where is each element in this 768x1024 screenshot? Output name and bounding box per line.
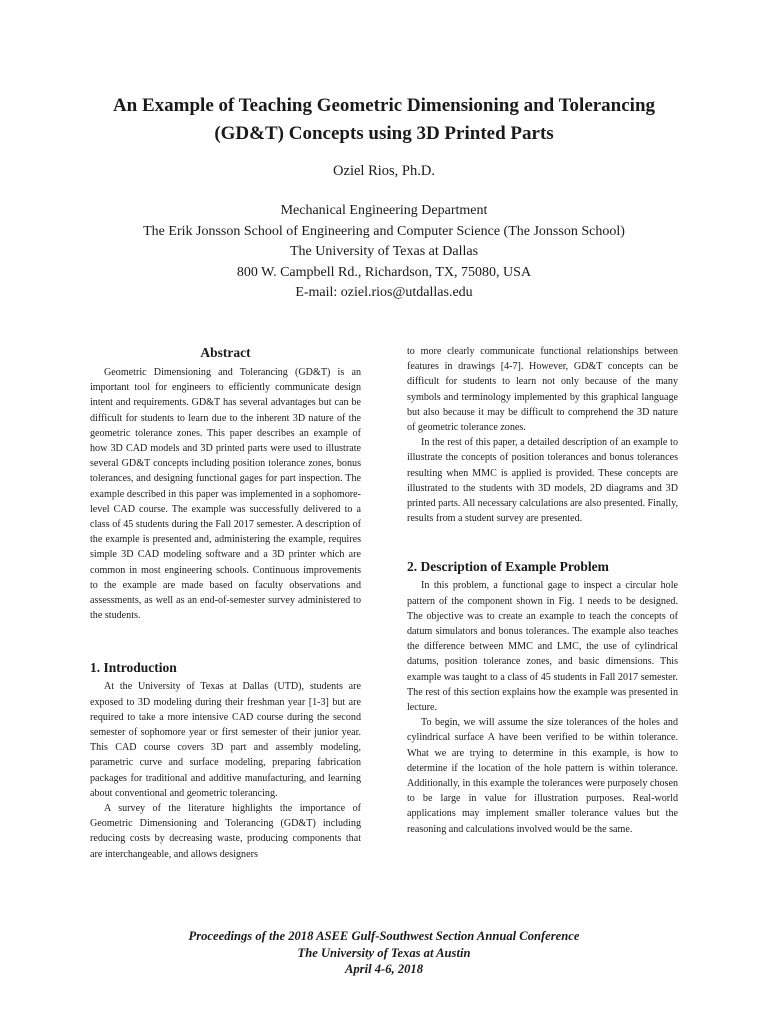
introduction-paragraph-3: In the rest of this paper, a detailed description of an example to illustrate the concepts of position tolerances and bonus tolerances resulting when MMC is applied is provided. These concepts are illustrated to the students with 3D models, 2D diagrams and 3D printed parts. All necessary calculations are also presented. Finally, results from a student survey are presented. [407,437,678,525]
abstract-heading: Abstract [200,345,251,360]
section-2-heading: 2. Description of Example Problem [407,559,609,575]
affiliation-block [0,201,768,304]
section-2-paragraph-2: To begin, we will assume the size tolerances of the holes and cylindrical surface A have been verified to be within tolerance. What we are trying to determine in this example, is how to determine if the location of the hole pattern is within tolerance. Additionally, in this example the tolerances were purposely chosen to be large in value for illustration purposes. Real-world applications may implement smaller tolerance values but the reasoning and calculations involved would be the same. [407,717,678,835]
affiliation-university: The University of Texas at Dallas [289,244,479,260]
introduction-paragraph-2-continued: to more clearly communicate functional relationships between features in drawings [4-7]. However, GD&T concepts can be difficult for students to learn not only because of the many symbols and terminology implemented by this graphical language but also because it may be difficult to comprehend the 3D nature of geometric tolerance zones. [407,346,678,434]
section-2-paragraph-1: In this problem, a functional gage to inspect a circular hole pattern of the component shown in Fig. 1 needs to be designed. The objective was to create an example to teach the concepts of datum simulators and bonus tolerances. The example also teaches the difference between MMC and LMC, the use of cylindrical datums, position tolerance zones, and basic dimensions. This example was taught to a class of 45 students in Fall 2017 semester. The rest of this section explains how the example was presented in lecture. [407,580,678,714]
title-line-2: (GD&T) Concepts using 3D Printed Parts [214,123,554,144]
footer-conference: Proceedings of the 2018 ASEE Gulf-Southwest Section Annual Conference [188,929,580,943]
paper-title [60,92,708,148]
footer-university: The University of Texas at Austin [297,945,471,960]
introduction-heading: 1. Introduction [90,660,177,676]
conference-footer [0,928,768,978]
abstract-text: Geometric Dimensioning and Tolerancing (GD&T) is an important tool for engineers to efficiently communicate design intent and requirements. GD&T has several advantages but can be difficult for students to learn due to the inherent 3D nature of the geometric tolerance zones. This paper describes an example of how 3D CAD models and 3D printed parts were used to illustrate several GD&T concepts including position tolerance zones, bonus tolerances, and designing functional gages for part inspection. The example described in this paper was implemented in a sophomore-level CAD course. The example was successfully delivered to a class of 45 students during the Fall 2017 semester. A description of the example is presented and, administering the example, requires simple 3D CAD modeling software and a 3D printer which are common in most engineering schools. Continuous improvements to the example are made based on faculty observations and assessments, as well as an end-of-semester survey administered to the students. [90,367,361,622]
left-column [90,344,361,862]
introduction-paragraph-1: At the University of Texas at Dallas (UTD), students are exposed to 3D modeling during their freshman year [1-3] but are required to take a more intensive CAD course during the second semester of sophomore year or first semester of their junior year. This CAD course covers 3D part and assembly modeling, parametric curve and surface modeling, preparing fabrication packages for traditional and additive manufacturing, and learning about conventional and geometric tolerancing. [90,681,361,799]
affiliation-address: 800 W. Campbell Rd., Richardson, TX, 75080, USA [236,264,532,280]
introduction-paragraph-2: A survey of the literature highlights the importance of Geometric Dimensioning and Tolerancing (GD&T) including reducing costs by decreasing waste, producing components that are interchangeable, and allows designers [90,803,361,860]
footer-dates: April 4-6, 2018 [344,962,424,976]
affiliation-email: E-mail: oziel.rios@utdallas.edu [295,285,473,301]
affiliation-department: Mechanical Engineering Department [280,203,488,218]
right-column [407,344,678,837]
author-name: Oziel Rios, Ph.D. [333,163,435,179]
title-line-1: An Example of Teaching Geometric Dimensioning and Tolerancing [112,95,656,116]
affiliation-school: The Erik Jonsson School of Engineering and Computer Science (The Jonsson School) [143,223,625,239]
